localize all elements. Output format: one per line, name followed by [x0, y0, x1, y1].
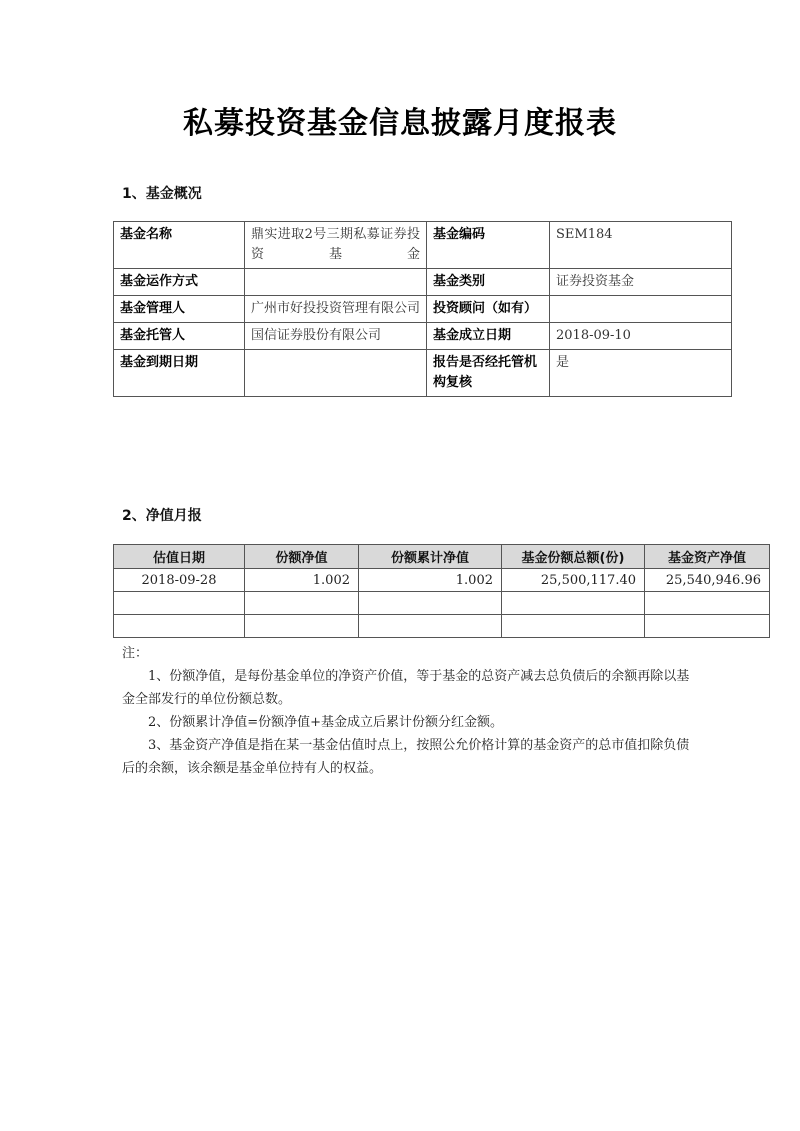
- page-title: 私募投资基金信息披露月度报表: [183, 106, 617, 141]
- nav-monthly-table: [113, 544, 770, 638]
- notes-section: [122, 642, 692, 780]
- column-header: 基金资产净值: [645, 545, 770, 569]
- column-header: 份额净值: [245, 545, 359, 569]
- established-date-value: 2018-09-10: [550, 323, 732, 350]
- table-row: [114, 592, 770, 615]
- table-row: [114, 615, 770, 638]
- note-item: 2、份额累计净值=份额净值+基金成立后累计份额分红金额。: [148, 715, 504, 730]
- notes-label: 注：: [122, 646, 149, 661]
- fund-code-value: SEM184: [550, 222, 732, 269]
- operation-mode-label: 基金运作方式: [114, 269, 245, 296]
- total-units-cell: [502, 592, 645, 615]
- column-header: 估值日期: [114, 545, 245, 569]
- fund-overview-table: [113, 221, 732, 397]
- fund-category-value: 证券投资基金: [550, 269, 732, 296]
- unit-nav-cell: [245, 615, 359, 638]
- table-header-row: [114, 545, 770, 569]
- maturity-date-value: [245, 350, 427, 397]
- section-heading-nav: 2、净值月报: [122, 508, 202, 524]
- fund-name-value: 鼎实进取2号三期私募证券投资基金: [245, 222, 427, 269]
- cumulative-nav-cell: 1.002: [359, 569, 502, 592]
- total-units-cell: [502, 615, 645, 638]
- fund-category-label: 基金类别: [427, 269, 550, 296]
- valuation-date-cell: [114, 592, 245, 615]
- column-header: 基金份额总额(份): [502, 545, 645, 569]
- fund-code-label: 基金编码: [427, 222, 550, 269]
- unit-nav-cell: [245, 592, 359, 615]
- note-item: 3、基金资产净值是指在某一基金估值时点上，按照公允价格计算的基金资产的总市值扣除负债后的余额，该余额是基金单位持有人的权益。: [122, 738, 690, 776]
- cumulative-nav-cell: [359, 592, 502, 615]
- cumulative-nav-cell: [359, 615, 502, 638]
- net-asset-value-cell: 25,540,946.96: [645, 569, 770, 592]
- fund-custodian-value: 国信证券股份有限公司: [245, 323, 427, 350]
- custodian-review-value: 是: [550, 350, 732, 397]
- custodian-review-label: 报告是否经托管机构复核: [427, 350, 550, 397]
- table-row: [114, 569, 770, 592]
- valuation-date-cell: [114, 615, 245, 638]
- net-asset-value-cell: [645, 615, 770, 638]
- table-row: [114, 350, 732, 397]
- operation-mode-value: [245, 269, 427, 296]
- fund-manager-value: 广州市好投投资管理有限公司: [245, 296, 427, 323]
- investment-advisor-value: [550, 296, 732, 323]
- fund-custodian-label: 基金托管人: [114, 323, 245, 350]
- table-row: [114, 323, 732, 350]
- table-row: [114, 269, 732, 296]
- net-asset-value-cell: [645, 592, 770, 615]
- unit-nav-cell: 1.002: [245, 569, 359, 592]
- maturity-date-label: 基金到期日期: [114, 350, 245, 397]
- note-item: 1、份额净值，是每份基金单位的净资产价值，等于基金的总资产减去总负债后的余额再除以基金全部发行的单位份额总数。: [122, 669, 690, 707]
- investment-advisor-label: 投资顾问（如有）: [427, 296, 550, 323]
- established-date-label: 基金成立日期: [427, 323, 550, 350]
- valuation-date-cell: 2018-09-28: [114, 569, 245, 592]
- section-heading-overview: 1、基金概况: [122, 186, 202, 202]
- table-row: [114, 296, 732, 323]
- total-units-cell: 25,500,117.40: [502, 569, 645, 592]
- fund-name-label: 基金名称: [114, 222, 245, 269]
- column-header: 份额累计净值: [359, 545, 502, 569]
- table-row: [114, 222, 732, 269]
- fund-manager-label: 基金管理人: [114, 296, 245, 323]
